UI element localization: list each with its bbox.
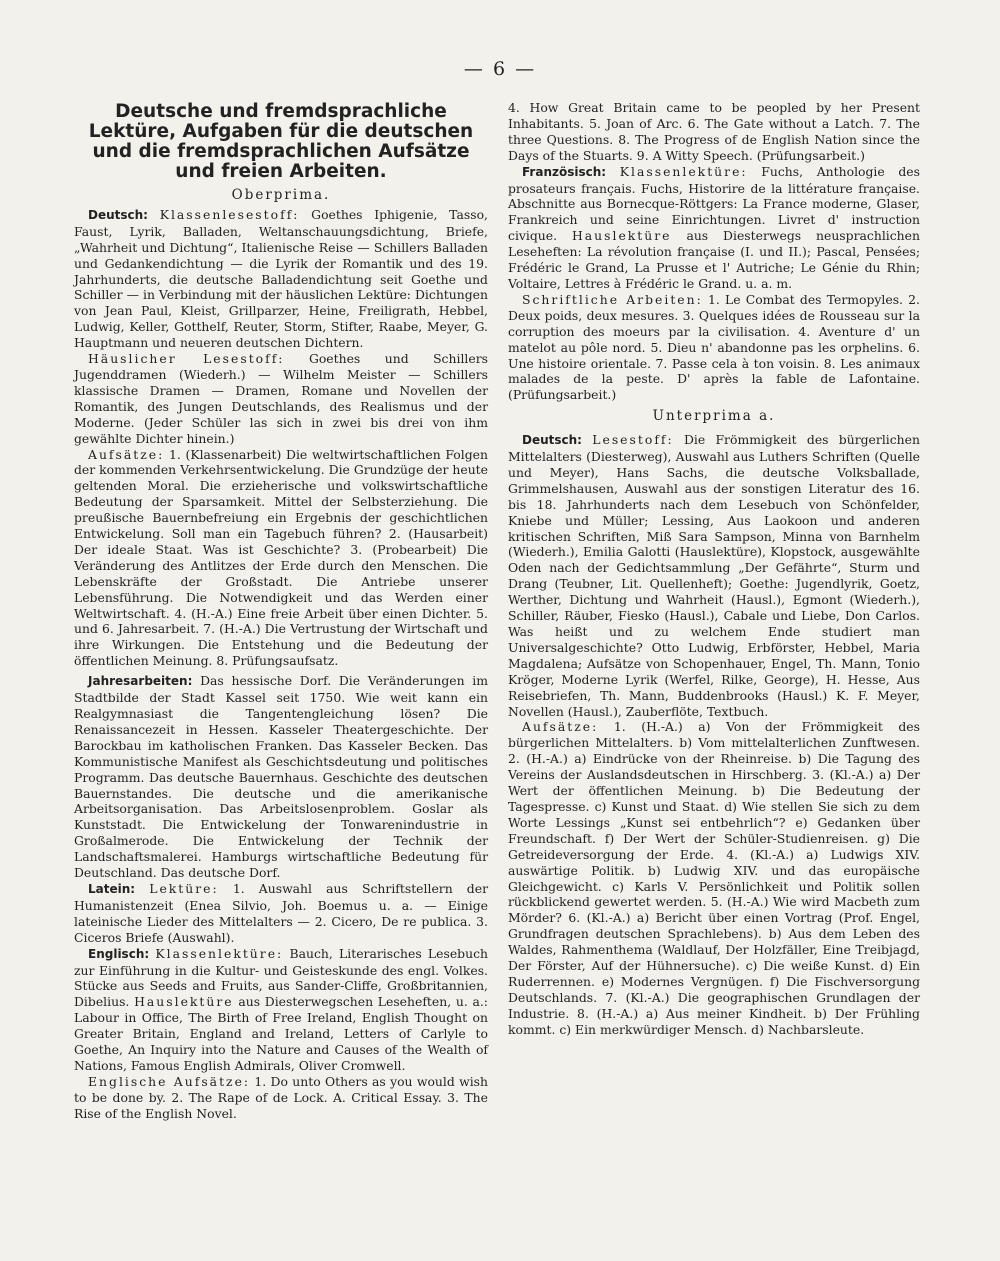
unterprima-lesestoff-label: Lesestoff: [592, 432, 674, 448]
englische-aufsaetze-paragraph [74, 1074, 488, 1122]
aufsaetze-text: 1. (Klassenarbeit) Die weltwirtschaftlichen Folgen der kommenden Verkehrsentwickelung. Die Grundzüge der heute geltenden Moral. Die erzieherische und volkswirtschaftliche Bedeutung der Sparsamkeit. Mittel der Selbsterziehung. Die preußische Bauernbefreiung ein Ergebnis der geschichtlichen Entwickelung. Soll man ein Tagebuch führen? 2. (Hausarbeit) Der ideale Staat. Was ist Geschichte? 3. (Probearbeit) Die Veränderung des Antlitzes der Erde durch den Menschen. Die Lebenskräfte der Großstadt. Die Antriebe unserer Lebensführung. Die Notwendigkeit und das Werden einer Weltwirtschaft. 4. (H.-A.) Eine freie Arbeit über einen Dichter. 5. und 6. Jahresarbeit. 7. (H.-A.) Die Vertrustung der Wirtschaft und ihre Wirkungen. Die Entstehung und die Bedeutung der öffentlichen Meinung. 8. Prüfungsaufsatz. [74, 446, 488, 669]
unterprima-lesestoff-text: Die Frömmigkeit des bürgerlichen Mittelalters (Diesterweg), Auswahl aus Luthers Schriften (Quelle und Meyer), Hans Sachs, die deutsche Volksballade, Grimmelshausen, Auswahl aus der sonstigen Literatur des 16. bis 18. Jahrhunderts nach dem Lesebuch von Schönfelder, Kniebe und Müller; Lessing, Aus Laokoon und anderen kritischen Schriften, Miß Sara Sampson, Minna von Barnhelm (Wiederh.), Emilia Galotti (Hauslektüre), Klopstock, ausgewählte Oden nach der Gedichtsammlung „Der Gefährte“, Sturm und Drang (Teubner, Lit. Quellenheft); Goethe: Jugendlyrik, Goetz, Werther, Dichtung und Wahrheit (Hausl.), Egmont (Wiederh.), Schiller, Räuber, Fiesko (Hausl.), Cabale und Liebe, Don Carlos. Was heißt und zu welchem Ende studiert man Universalgeschichte? Otto Ludwig, Erbförster, Hebbel, Maria Magdalena; Aufsätze von Schopenhauer, Engel, Th. Mann, Tonio Kröger, Moderne Lyrik (Werfel, Rilke, George), H. Hesse, Aus Reisebriefen, Th. Mann, Buddenbrooks (Hausl.) K. F. Meyer, Novellen (Hausl.), Zauberflöte, Textbuch. [508, 432, 920, 719]
oberprima-aufsaetze-paragraph [74, 447, 488, 670]
jahresarbeiten-paragraph [74, 673, 488, 881]
unterprima-aufsaetze-text: 1. (H.-A.) a) Von der Frömmigkeit des bürgerlichen Mittelalters. b) Vom mittelalterlichen Zunftwesen. 2. (H.-A.) a) Eindrücke von der Rheinreise. b) Die Tagung des Vereins der Auslandsdeutschen in Hirschberg. 3. (Kl.-A.) a) Der Wert der öffentlichen Meinung. b) Die Bedeutung der Tagespresse. c) Kunst und Staat. d) Wie stellen Sie sich zu dem Worte Lessings „Kunst sei entbehrlich“? e) Gedanken über Freundschaft. f) Der Wert der Schüler-Studienreisen. g) Die Getreideversorgung der Erde. 4. (Kl.-A.) a) Ludwigs XIV. auswärtige Politik. b) Ludwig XIV. und das europäische Gleichgewicht. c) Karls V. Persönlichkeit und Politik sollen rückblickend gewertet werden. 5. (H.-A.) Wie wird Macbeth zum Mörder? 6. (Kl.-A.) a) Bericht über einen Vortrag (Prof. Engel, Grundfragen deutschen Sprachlebens). b) Aus dem Leben des Waldes, Rahmenthema (Waldlauf, Der Holzfäller, Eine Treibjagd, Der Förster, Auf der Hühnersuche). c) Die weiße Kunst. d) Ein Ruderrennen. e) Modernes Vergnügen. f) Die Fischversorgung Deutschlands. 7. (Kl.-A.) Die geographischen Grundlagen der Industrie. 8. (H.-A.) a) Aus meiner Kindheit. b) Der Frühling kommt. c) Ein merkwürdiger Mensch. d) Nachbarsleute. [508, 719, 920, 1037]
englisch-klassenlektuere-text: Bauch, Literarisches Lesebuch zur Einführung in die Kultur- und Geisteskunde des engl. Volkes. Stücke aus Seeds and Fruits, aus Sander-Cliffe, Großbritannien, Dibelius. [74, 945, 488, 1010]
deutsch-label: Deutsch: [88, 207, 148, 222]
englische-aufsaetze-text: 1. Do unto Others as you would wish to be done by. 2. The Rape of de Lock. A. Critical Essay. 3. The Rise of the English Novel. [74, 1073, 488, 1121]
oberprima-deutsch-paragraph [74, 207, 488, 351]
page-number: — 6 — [463, 58, 537, 80]
section-heading: Deutsche und fremdsprachliche Lektüre, Aufgaben für die deutschen und die fremdsprachlichen Aufsätze und freien Arbeiten. [88, 101, 474, 182]
englisch-hauslektuere-text: aus Diesterwegschen Leseheften, u. a.: Labour in Office, The Birth of Free Ireland, English Thought on Greater Britain, England and Ireland, Letters of Carlyle to Goethe, An Inquiry into the Nature and Causes of the Wealth of Nations, Famous English Admirals, Oliver Cromwell. [74, 994, 488, 1073]
klassenlesestoff-text: Goethes Iphigenie, Tasso, Faust, Lyrik, Balladen, Weltanschauungsdichtung, Briefe, „Wahrheit und Dichtung“, Italienische Reise — Schillers Balladen und Gedankendichtung — die Lyrik der Romantik und des 19. Jahrhunderts, die deutsche Balladendichtung seit Goethe und Schiller — in Verbindung mit der häuslichen Lektüre: Dichtungen von Jean Paul, Kleist, Grillparzer, Heine, Freiligrath, Hebbel, Ludwig, Keller, Gotthelf, Reuter, Storm, Stifter, Raabe, Meyer, G. Hauptmann und neueren deutschen Dichtern. [74, 206, 488, 351]
jahresarbeiten-text: Das hessische Dorf. Die Veränderungen im Stadtbilde der Stadt Kassel seit 1750. Wie weit kann ein Realgymnasiast die Tangentengleichung lösen? Die Renaissancezeit in Hessen. Kasseler Theatergeschichte. Der Barockbau im katholischen Franken. Das Kasseler Becken. Das Kommunistische Manifest als Geschichtsdeutung und politisches Programm. Das deutsche Bauernhaus. Geschichte des deutschen Bauernstandes. Die deutsche und die amerikanische Arbeitsorganisation. Das Arbeitslosenproblem. Goslar als Kunststadt. Die Entwickelung der Tonwarenindustrie in Großalmerode. Die Entwickelung der Technik der Landschaftsmalerei. Hamburgs wirtschaftliche Bedeutung für Deutschland. Das deutsche Dorf. [74, 673, 488, 881]
oberprima-title: Oberprima. [231, 187, 331, 203]
englisch-klassenlektuere-label: Klassenlektüre: [155, 945, 284, 961]
unterprima-title: Unterprima a. [652, 408, 776, 425]
franzoesisch-hauslektuere-text: aus Diesterwegs neusprachlichen Leseheften: La révolution française (I. und II.); Pascal, Pensées; Frédéric le Grand, La Prusse et l' Autriche; Le Génie du Rhin; Voltaire, Lettres à Frédéric le Grand. u. a. m. [508, 228, 920, 291]
schriftliche-arbeiten-paragraph [508, 292, 920, 403]
schriftliche-arbeiten-text: 1. Le Combat des Termopyles. 2. Deux poids, deux mesures. 3. Quelques idées de Rousseau sur la corruption des moeurs par la civilisation. 4. Aventure d' un matelot au pôle nord. 5. Dieu n' abandonne pas les orphelins. 6. Une histoire orientale. 7. Passe cela à ton voisin. 8. Les animaux malades de la peste. D' après la fable de Lafontaine. (Prüfungsarbeit.) [508, 291, 920, 403]
haeuslicher-lesestoff-label: Häuslicher Lesestoff: [88, 351, 285, 367]
latein-lektuere-label: Lektüre: [149, 880, 219, 896]
unterprima-deutsch-paragraph [508, 432, 920, 719]
latein-text: 1. Auswahl aus Schriftstellern der Humanistenzeit (Enea Silvio, Joh. Boemus u. a. — Einige lateinische Lieder des Mittelalters — 2. Cicero, De re publica. 3. Ciceros Briefe (Auswahl). [74, 880, 488, 945]
unterprima-deutsch-label: Deutsch: [522, 433, 582, 448]
franzoesisch-hauslektuere-label: Hauslektüre [571, 228, 672, 244]
englische-aufsaetze-label: Englische Aufsätze: [88, 1073, 251, 1089]
englisch-paragraph [74, 946, 488, 1074]
right-column [508, 100, 920, 1038]
englisch-hauslektuere-label: Hauslektüre [134, 994, 234, 1010]
unterprima-aufsaetze-label: Aufsätze: [522, 719, 599, 735]
unterprima-aufsaetze-paragraph [508, 719, 920, 1037]
haeuslicher-lesestoff-paragraph [74, 351, 488, 446]
englisch-label: Englisch: [88, 946, 150, 961]
franzoesisch-klassenlektuere-text: Fuchs, Anthologie des prosateurs français. Fuchs, Historire de la littérature française. Abschnitte aus Bornecque-Röttgers: La France moderne, Glaser, Frankreich und seine Einrichtungen. Livret d' instruction civique. [508, 163, 920, 244]
jahresarbeiten-label: Jahresarbeiten: [88, 674, 193, 689]
schriftliche-arbeiten-label: Schriftliche Arbeiten: [522, 291, 703, 307]
haeuslicher-lesestoff-text: Goethes und Schillers Jugenddramen (Wiederh.) — Wilhelm Meister — Schillers klassische Dramen — Dramen, Romane und Novellen der Romantik, des Jungen Deutschlands, des Realismus und der Moderne. (Jeder Schüler las sich in zwei bis drei von ihm gewählte Dichter hinein.) [74, 351, 488, 446]
franzoesisch-klassenlektuere-label: Klassenlektüre: [619, 163, 748, 179]
left-column [74, 100, 488, 1122]
englisch-continued-paragraph: 4. How Great Britain came to be peopled by her Present Inhabitants. 5. Joan of Arc. 6. The Gate without a Latch. 7. The three Questions. 8. The Progress of de English Nation since the Days of the Stuarts. 9. A Witty Speech. (Prüfungsarbeit.) [508, 100, 920, 163]
aufsaetze-label: Aufsätze: [88, 446, 165, 462]
klassenlesestoff-label: Klassenlesestoff: [159, 206, 300, 222]
latein-label: Latein: [88, 881, 136, 896]
franzoesisch-paragraph [508, 164, 920, 292]
latein-paragraph [74, 881, 488, 946]
franzoesisch-label: Französisch: [522, 164, 607, 179]
